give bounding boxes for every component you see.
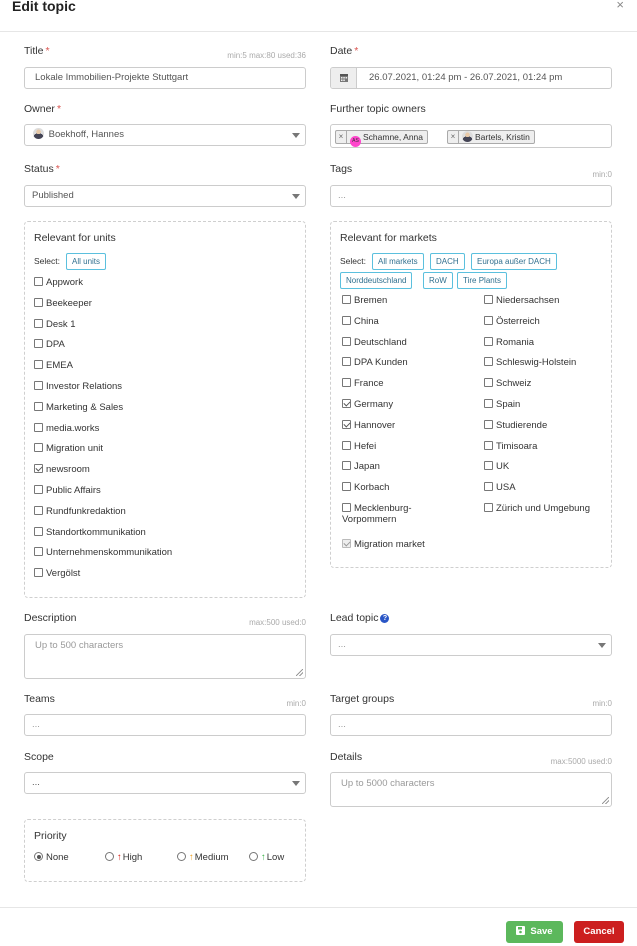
status-value: Published <box>32 190 74 201</box>
checkbox-item[interactable] <box>342 482 389 496</box>
checkbox-label: Deutschland <box>354 336 407 348</box>
checkbox-label: Japan <box>354 461 380 473</box>
checkbox[interactable] <box>484 378 493 387</box>
checkbox[interactable] <box>34 423 43 432</box>
all-markets-chip[interactable]: All markets <box>372 253 424 270</box>
help-icon[interactable]: ? <box>380 614 389 623</box>
description-textarea[interactable]: Up to 500 characters <box>24 634 306 679</box>
priority-title: Priority <box>34 830 67 842</box>
checkbox-label: USA <box>496 482 516 494</box>
checkbox-label: Romania <box>496 336 535 348</box>
target-groups-label: Target groups <box>330 693 395 705</box>
title-label: Title * <box>24 45 50 57</box>
checkbox-item[interactable] <box>342 337 407 351</box>
arrow-up-icon: ↑ <box>117 852 122 863</box>
checkbox[interactable] <box>342 420 351 429</box>
checkbox[interactable] <box>342 316 351 325</box>
checkbox[interactable] <box>34 339 43 348</box>
checkbox-label: Spain <box>496 399 521 410</box>
checkbox[interactable] <box>484 461 493 470</box>
date-label: Date * <box>330 45 359 57</box>
checkbox[interactable] <box>342 337 351 346</box>
checkbox-item[interactable] <box>484 441 537 455</box>
remove-tag-icon[interactable]: × <box>336 131 347 143</box>
checkbox-item[interactable] <box>34 423 99 437</box>
checkbox[interactable] <box>342 503 351 512</box>
priority-panel <box>24 819 306 882</box>
chevron-down-icon <box>292 133 300 138</box>
checkbox[interactable] <box>34 547 43 556</box>
checkbox-item[interactable] <box>342 316 379 330</box>
checkbox[interactable] <box>484 503 493 512</box>
checkbox-item[interactable] <box>484 295 559 309</box>
checkbox-label: Rundfunkredaktion <box>46 505 126 517</box>
checkbox[interactable] <box>484 295 493 304</box>
checkbox-label: Hannover <box>354 419 396 431</box>
checkbox-item[interactable] <box>34 360 73 374</box>
checkbox-item[interactable] <box>484 503 590 517</box>
checkbox-item[interactable] <box>484 378 531 392</box>
checkbox-label: Schleswig-Holstein <box>496 357 577 369</box>
status-select[interactable] <box>24 185 306 207</box>
avatar: AS <box>350 136 361 147</box>
resize-handle[interactable] <box>296 669 303 676</box>
checkbox-label: Beekeeper <box>46 297 92 309</box>
checkbox-label: Österreich <box>496 315 540 327</box>
units-select-label: Select: <box>34 256 60 266</box>
avatar <box>462 131 473 142</box>
norddeutschland-chip[interactable]: Norddeutschland <box>340 272 412 289</box>
checkbox[interactable] <box>34 298 43 307</box>
close-icon[interactable]: × <box>616 0 624 12</box>
checkbox-item[interactable] <box>34 402 123 416</box>
radio[interactable] <box>249 852 258 861</box>
save-button[interactable]: Save <box>506 921 563 943</box>
checkbox-label: EMEA <box>46 360 73 372</box>
title-input[interactable]: Lokale Immobilien-Projekte Stuttgart <box>24 67 306 89</box>
checkbox-item[interactable] <box>34 568 80 582</box>
checkbox-label: Germany <box>354 399 394 410</box>
checkbox[interactable] <box>342 461 351 470</box>
calendar-icon[interactable] <box>331 68 357 88</box>
target-groups-hint: min:0 <box>592 699 612 708</box>
checkbox-label: China <box>354 315 379 327</box>
checkbox[interactable] <box>342 378 351 387</box>
checkbox-item[interactable] <box>484 482 516 496</box>
owner-select[interactable] <box>24 124 306 146</box>
checkbox[interactable] <box>34 464 43 473</box>
checkbox-item[interactable] <box>342 399 393 413</box>
markets-panel <box>330 221 612 568</box>
radio[interactable] <box>177 852 186 861</box>
resize-handle[interactable] <box>602 797 609 804</box>
priority-high-radio[interactable]: ↑High <box>105 852 142 866</box>
checkbox-label: Public Affairs <box>46 485 101 496</box>
remove-tag-icon[interactable]: × <box>448 131 459 143</box>
owner-tag-schamne: × AS Schamne, Anna <box>335 130 428 144</box>
checkbox[interactable] <box>484 357 493 366</box>
priority-none-radio[interactable]: None <box>34 852 69 866</box>
floppy-disk-icon <box>516 926 525 935</box>
checkbox-label: Zürich und Umgebung <box>496 503 590 514</box>
radio[interactable] <box>34 852 43 861</box>
checkbox-label: UK <box>496 461 510 473</box>
checkbox-item[interactable] <box>484 337 534 351</box>
details-hint: max:5000 used:0 <box>550 757 612 766</box>
checkbox-label: Standortkommunikation <box>46 526 146 538</box>
description-label: Description <box>24 612 77 624</box>
checkbox[interactable] <box>342 482 351 491</box>
row-chip[interactable]: RoW <box>423 272 453 289</box>
teams-input[interactable]: ... <box>24 714 306 736</box>
units-panel <box>24 221 306 598</box>
checkbox-item[interactable] <box>34 527 146 541</box>
owner-tag-bartels: × Bartels, Kristin <box>447 130 535 144</box>
checkbox[interactable] <box>34 568 43 577</box>
checkbox-label: newsroom <box>46 464 90 476</box>
further-owners-label: Further topic owners <box>330 103 426 115</box>
dach-chip[interactable]: DACH <box>430 253 465 270</box>
chevron-down-icon <box>292 194 300 199</box>
units-title: Relevant for units <box>34 232 116 244</box>
checkbox-item[interactable] <box>342 441 376 455</box>
avatar <box>33 128 44 139</box>
checkbox-item[interactable] <box>484 316 540 330</box>
checkbox-item[interactable] <box>342 461 380 475</box>
all-units-chip[interactable]: All units <box>66 253 106 270</box>
checkbox[interactable] <box>34 527 43 536</box>
checkbox-label: Niedersachsen <box>496 295 560 306</box>
footer-divider <box>0 907 637 908</box>
migration-market-checkbox[interactable]: Migration market <box>342 539 425 553</box>
checkbox-label: Vergölst <box>46 568 81 580</box>
status-label: Status * <box>24 163 60 175</box>
checkbox[interactable] <box>342 441 351 450</box>
teams-label: Teams <box>24 693 55 705</box>
description-hint: max:500 used:0 <box>249 618 306 627</box>
checkbox[interactable] <box>484 316 493 325</box>
priority-low-radio[interactable]: ↑Low <box>249 852 284 866</box>
lead-topic-select[interactable]: ... <box>330 634 612 656</box>
owner-value: Boekhoff, Hannes <box>48 129 124 140</box>
checkbox-item[interactable] <box>34 443 103 457</box>
checkbox-label: Mecklenburg- <box>354 503 412 514</box>
checkbox-label: media.works <box>46 422 100 434</box>
checkbox-label: Bremen <box>354 295 388 306</box>
cancel-button[interactable]: Cancel <box>574 921 624 943</box>
tags-hint: min:0 <box>592 170 612 179</box>
details-textarea[interactable]: Up to 5000 characters <box>330 772 612 807</box>
checkbox-item[interactable] <box>342 503 412 525</box>
checkbox[interactable] <box>484 482 493 491</box>
markets-title: Relevant for markets <box>340 232 437 244</box>
checkbox[interactable] <box>34 360 43 369</box>
radio[interactable] <box>105 852 114 861</box>
checkbox[interactable] <box>34 381 43 390</box>
checkbox-item[interactable] <box>342 357 408 371</box>
checkbox[interactable] <box>34 485 43 494</box>
checkbox-label: DPA Kunden <box>354 357 408 369</box>
further-owners-input[interactable] <box>330 124 612 148</box>
checkbox-item[interactable] <box>34 485 101 499</box>
priority-medium-radio[interactable]: ↑Medium <box>177 852 229 866</box>
tags-label: Tags <box>330 163 353 175</box>
checkbox-item[interactable] <box>484 399 520 413</box>
checkbox-label: Investor Relations <box>46 381 123 392</box>
checkbox-item[interactable] <box>342 378 384 392</box>
checkbox-label-line2: Vorpommern <box>342 514 397 525</box>
checkbox-item[interactable] <box>484 461 509 475</box>
checkbox[interactable] <box>342 295 351 304</box>
arrow-up-icon: ↑ <box>261 852 266 863</box>
checkbox-label: DPA <box>46 339 65 351</box>
scope-label: Scope <box>24 751 54 763</box>
checkbox-label: Desk 1 <box>46 318 76 330</box>
checkbox-item[interactable] <box>34 506 126 520</box>
checkbox-label: Hefei <box>354 440 377 452</box>
checkbox[interactable] <box>34 506 43 515</box>
checkbox-item[interactable] <box>34 464 90 478</box>
checkbox-item[interactable] <box>34 298 92 312</box>
checkbox[interactable] <box>484 337 493 346</box>
checkbox-label: Studierende <box>496 419 548 431</box>
date-range-value: 26.07.2021, 01:24 pm - 26.07.2021, 01:24 pm <box>369 72 563 83</box>
lead-topic-label: Lead topic ? <box>330 612 389 624</box>
checkbox-label: Unternehmenskommunikation <box>46 547 173 559</box>
chevron-down-icon <box>598 643 606 648</box>
tire-plants-chip[interactable]: Tire Plants <box>457 272 507 289</box>
checkbox-item[interactable] <box>484 357 576 371</box>
checkbox-label: Appwork <box>46 277 83 288</box>
arrow-up-icon: ↑ <box>189 852 194 863</box>
checkbox[interactable] <box>34 319 43 328</box>
checkbox[interactable] <box>484 420 493 429</box>
scope-select[interactable]: ... <box>24 772 306 794</box>
checkbox-item[interactable] <box>484 420 547 434</box>
checkbox-item[interactable] <box>34 339 65 353</box>
checkbox-item[interactable] <box>34 381 122 395</box>
header-divider <box>0 31 637 32</box>
europa-chip[interactable]: Europa außer DACH <box>471 253 557 270</box>
tags-input[interactable]: ... <box>330 185 612 207</box>
checkbox[interactable] <box>342 399 351 408</box>
teams-hint: min:0 <box>286 699 306 708</box>
owner-label: Owner * <box>24 103 62 115</box>
target-groups-input[interactable]: ... <box>330 714 612 736</box>
checkbox-item[interactable] <box>34 277 83 291</box>
checkbox[interactable] <box>484 441 493 450</box>
checkbox-item[interactable] <box>342 295 387 309</box>
checkbox-item[interactable] <box>34 319 76 333</box>
chevron-down-icon <box>292 781 300 786</box>
checkbox[interactable] <box>34 277 43 286</box>
checkbox[interactable] <box>484 399 493 408</box>
checkbox-label: Marketing & Sales <box>46 401 124 413</box>
checkbox[interactable] <box>342 539 351 548</box>
checkbox[interactable] <box>34 402 43 411</box>
checkbox-label: France <box>354 378 384 390</box>
checkbox[interactable] <box>342 357 351 366</box>
checkbox-item[interactable] <box>34 547 172 561</box>
checkbox-label: Korbach <box>354 482 390 494</box>
date-input[interactable] <box>330 67 612 89</box>
title-hint: min:5 max:80 used:36 <box>227 51 306 60</box>
markets-select-label: Select: <box>340 256 366 266</box>
details-label: Details <box>330 751 363 763</box>
checkbox-label: Migration unit <box>46 443 104 455</box>
checkbox-label: Timisoara <box>496 440 538 452</box>
checkbox-item[interactable] <box>342 420 395 434</box>
checkbox-label: Schweiz <box>496 378 532 390</box>
checkbox[interactable] <box>34 443 43 452</box>
modal-title: Edit topic <box>12 0 76 14</box>
